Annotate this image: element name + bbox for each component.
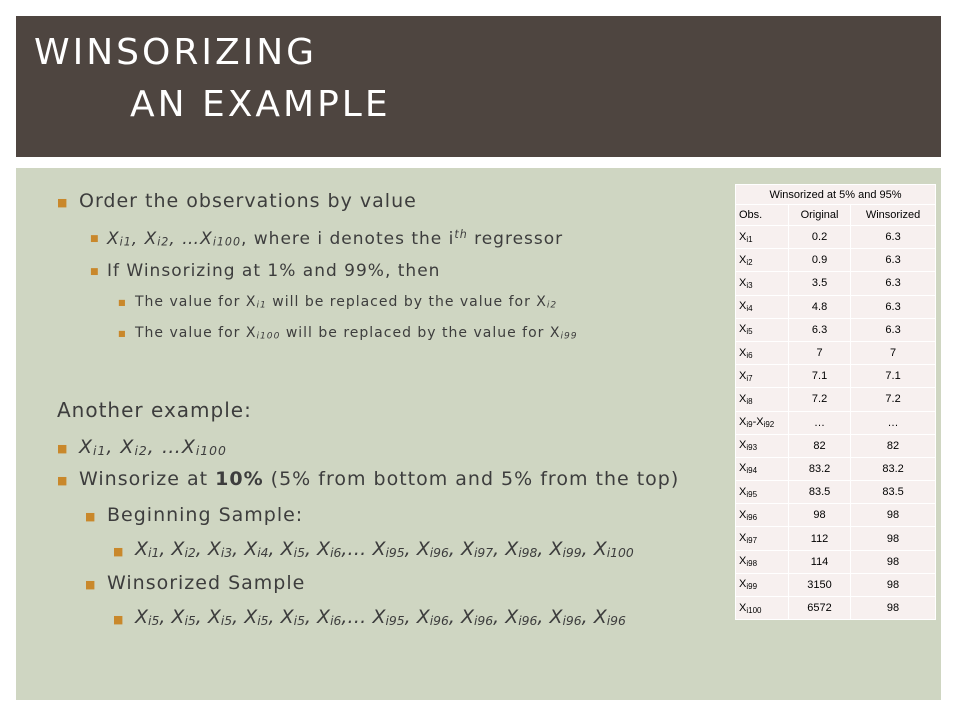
bullet-icon: ■ — [57, 442, 68, 455]
winsorized-table — [735, 184, 936, 620]
cell-original: 6.3 — [789, 318, 851, 341]
cell-winsorized: 6.3 — [851, 295, 936, 318]
cell-original: … — [789, 411, 851, 434]
cell-original: 7 — [789, 341, 851, 364]
table-row — [736, 481, 936, 504]
cell-obs: Xi9-Xi92 — [736, 411, 789, 434]
column-header-original: Original — [789, 205, 851, 226]
cell-obs: Xi99 — [736, 573, 789, 596]
cell-winsorized: 83.2 — [851, 457, 936, 480]
table-row — [736, 504, 936, 527]
cell-obs: Xi95 — [736, 481, 789, 504]
cell-original: 82 — [789, 434, 851, 457]
cell-winsorized: 7.2 — [851, 388, 936, 411]
bullet-winsorizing-1-99: If Winsorizing at 1% and 99%, then — [107, 261, 441, 281]
bullet-icon: ■ — [113, 545, 124, 558]
column-header-winsorized: Winsorized — [851, 205, 936, 226]
cell-obs: Xi4 — [736, 295, 789, 318]
cell-original: 4.8 — [789, 295, 851, 318]
cell-winsorized: 6.3 — [851, 272, 936, 295]
cell-winsorized: 98 — [851, 597, 936, 620]
cell-winsorized: 98 — [851, 550, 936, 573]
cell-obs: Xi93 — [736, 434, 789, 457]
table-row — [736, 272, 936, 295]
cell-obs: Xi5 — [736, 318, 789, 341]
cell-original: 7.1 — [789, 365, 851, 388]
cell-obs: Xi97 — [736, 527, 789, 550]
cell-original: 6572 — [789, 597, 851, 620]
bullet-winsorized-sample: Winsorized Sample — [107, 572, 306, 594]
bullet-replace-xi100: The value for Xi100 will be replaced by the value for Xi99 — [135, 325, 578, 342]
cell-winsorized: 98 — [851, 573, 936, 596]
bullet-icon: ■ — [118, 298, 126, 307]
bullet-icon: ■ — [90, 267, 99, 277]
bullet-regressor-list: Xi1, Xi2, …Xi100, where i denotes the $i^{th}$ regressor — [107, 228, 564, 250]
bullet-beginning-sample: Beginning Sample: — [107, 504, 304, 526]
cell-original: 112 — [789, 527, 851, 550]
cell-obs: Xi96 — [736, 504, 789, 527]
bullet-icon: ■ — [57, 196, 68, 209]
cell-original: 3.5 — [789, 272, 851, 295]
table-row — [736, 457, 936, 480]
cell-winsorized: 98 — [851, 504, 936, 527]
cell-obs: Xi7 — [736, 365, 789, 388]
cell-obs: Xi8 — [736, 388, 789, 411]
bullet-winsorize-10: Winsorize at 10% (5% from bottom and 5% from the top) — [79, 468, 680, 490]
bullet-icon: ■ — [90, 234, 99, 244]
cell-obs: Xi3 — [736, 272, 789, 295]
bullet-icon: ■ — [113, 613, 124, 626]
slide-title-line1: WINSORIZING — [34, 32, 318, 73]
cell-obs: Xi6 — [736, 341, 789, 364]
cell-original: 3150 — [789, 573, 851, 596]
cell-winsorized: 7 — [851, 341, 936, 364]
cell-original: 7.2 — [789, 388, 851, 411]
table-title: Winsorized at 5% and 95% — [736, 185, 936, 205]
table-row — [736, 318, 936, 341]
table-row — [736, 597, 936, 620]
cell-winsorized: 83.5 — [851, 481, 936, 504]
column-header-obs: Obs. — [736, 205, 789, 226]
table-row — [736, 388, 936, 411]
cell-obs: Xi1 — [736, 226, 789, 249]
bullet-icon: ■ — [85, 510, 96, 523]
cell-winsorized: 6.3 — [851, 249, 936, 272]
bullet-sample-list: Xi1, Xi2, …Xi100 — [79, 436, 227, 458]
cell-obs: Xi94 — [736, 457, 789, 480]
winsorized-sample-values: Xi5, Xi5, Xi5, Xi5, Xi5, Xi6,… Xi95, Xi96, Xi96, Xi96, Xi96, Xi96 — [135, 606, 626, 628]
table-row — [736, 527, 936, 550]
cell-original: 83.2 — [789, 457, 851, 480]
bullet-icon: ■ — [118, 329, 126, 338]
cell-original: 0.9 — [789, 249, 851, 272]
cell-winsorized: … — [851, 411, 936, 434]
table-row — [736, 249, 936, 272]
cell-original: 98 — [789, 504, 851, 527]
table-row — [736, 573, 936, 596]
cell-obs: Xi100 — [736, 597, 789, 620]
cell-winsorized: 6.3 — [851, 318, 936, 341]
bullet-order-observations: Order the observations by value — [79, 190, 417, 212]
cell-winsorized: 6.3 — [851, 226, 936, 249]
cell-obs: Xi2 — [736, 249, 789, 272]
cell-original: 0.2 — [789, 226, 851, 249]
table-row — [736, 295, 936, 318]
cell-winsorized: 82 — [851, 434, 936, 457]
cell-winsorized: 98 — [851, 527, 936, 550]
bullet-icon: ■ — [57, 474, 68, 487]
beginning-sample-values: Xi1, Xi2, Xi3, Xi4, Xi5, Xi6,… Xi95, Xi96, Xi97, Xi98, Xi99, Xi100 — [135, 538, 634, 560]
table-row — [736, 550, 936, 573]
bullet-replace-xi1: The value for Xi1 will be replaced by the value for Xi2 — [135, 294, 558, 311]
cell-obs: Xi98 — [736, 550, 789, 573]
another-example-heading: Another example: — [57, 398, 252, 422]
table-row — [736, 226, 936, 249]
cell-original: 83.5 — [789, 481, 851, 504]
bullet-icon: ■ — [85, 578, 96, 591]
table-row — [736, 434, 936, 457]
cell-original: 114 — [789, 550, 851, 573]
slide-title-line2: AN EXAMPLE — [130, 84, 391, 125]
table-row — [736, 411, 936, 434]
table-row — [736, 365, 936, 388]
cell-winsorized: 7.1 — [851, 365, 936, 388]
table-row — [736, 341, 936, 364]
